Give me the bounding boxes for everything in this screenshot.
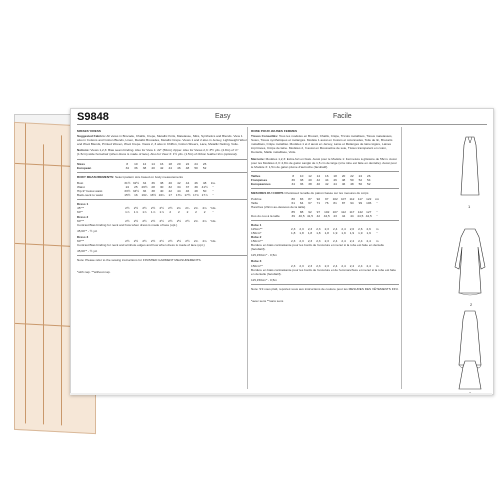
table-cell: 2: [186, 210, 189, 215]
table-cell: 2,3: [299, 239, 304, 244]
table-cell: 112: [349, 197, 355, 202]
table-cell: 2½: [142, 206, 147, 211]
table-cell: 39: [291, 213, 295, 218]
sheet-edge: [70, 393, 492, 395]
row-label: Hanches (23cm au-dessous de la taille): [251, 205, 306, 210]
table-cell: ": [212, 189, 214, 194]
table-cell: 17¼: [175, 193, 182, 198]
table-cell: 2,4: [332, 239, 338, 244]
table-cell: 2¾: [176, 206, 182, 211]
table-cell: 46: [185, 189, 190, 194]
table-cell: 36: [134, 165, 138, 170]
table-cell: 42: [168, 189, 172, 194]
table-cell: 81: [333, 201, 337, 206]
table-cell: 2: [195, 210, 197, 215]
notions-text: Views 1,2,3: Bias seam binding. Also for View 1: 22" (56cm) zipper. Also for Views 2,3: 3⅘ yds. (2.8m) of ⅝" (1.5cm) wide horsehair (when dress is made of lace). Also for View 3: 1½ yds. (1.5m) of ribbon feather trim (optional).: [77, 148, 239, 157]
table-cell: 2½: [168, 238, 173, 243]
table-cell: 34: [177, 184, 181, 189]
table-cell: 1,8: [291, 230, 296, 235]
table-cell: 44: [341, 213, 346, 218]
table-cell: 97: [316, 209, 321, 214]
table-cell: 16¾: [158, 193, 165, 198]
dress3-label: Dress 3: [77, 234, 89, 239]
table-cell: 44: [325, 177, 329, 182]
table-cell: 2½: [133, 238, 139, 243]
row-label: 60"**: [77, 218, 84, 223]
table-cell: 92: [316, 197, 321, 202]
table-cell: 42,5: [323, 213, 330, 218]
bordure2-text: Bordure en biais contrastante pour les bords de l'encolure et menul si la robe est faite en dentelle (facultatif).: [251, 243, 385, 252]
table-cell: 48: [185, 165, 190, 170]
table-row: [77, 193, 247, 197]
table-cell: 14: [151, 161, 155, 166]
table-cell: 40: [308, 177, 312, 182]
table-cell: 88: [299, 209, 304, 214]
table-cell: 25: [134, 184, 138, 189]
table-cell: 18: [333, 173, 337, 178]
table-cell: 2½: [159, 206, 164, 211]
table-cell: 40: [168, 180, 172, 185]
table-cell: 26: [366, 173, 371, 178]
table-cell: 2,3: [316, 226, 321, 231]
table-cell: 2,4: [349, 239, 355, 244]
francaises-row: Françaises 36 38 40 42 44 46 48 50 52 54: [251, 178, 399, 182]
table-cell: 30: [159, 184, 164, 189]
table-cell: 2½: [159, 238, 164, 243]
table-cell: 97: [325, 197, 329, 202]
table-cell: 20: [341, 173, 346, 178]
table-cell: 2,4: [349, 263, 355, 268]
table-cell: 17: [168, 193, 172, 198]
table-cell: 34: [142, 180, 147, 185]
table-cell: 10: [134, 161, 138, 166]
table-cell: 16: [134, 193, 138, 198]
column-divider: [247, 127, 248, 389]
table-cell: 33½: [124, 189, 131, 194]
contrast-text: Contrast Bias binding for neck and how when dress is made of lace (opt.): [77, 222, 178, 227]
table-cell: 94: [350, 201, 354, 206]
table-cell: 2¾: [202, 238, 207, 243]
robe3-label: Robe 3: [251, 259, 262, 264]
table-cell: 2,3: [324, 239, 329, 244]
table-cell: 2¾: [202, 206, 207, 211]
table-cell: 2,4: [358, 263, 363, 268]
table-cell: 28: [151, 184, 155, 189]
table-cell: 34½: [132, 189, 139, 194]
table-cell: 17¾: [193, 193, 200, 198]
note-en: Note: Please refer to the sewing instructions for FINISHED GARMENT MEASUREMENTS.: [77, 258, 202, 263]
table-cell: 92: [308, 209, 312, 214]
table-cell: 127: [366, 209, 372, 214]
table-cell: 2,4: [358, 239, 363, 244]
table-cell: 44: [177, 189, 181, 194]
table-cell: ": [212, 210, 214, 215]
table-cell: 44: [168, 165, 172, 170]
table-cell: 36: [291, 177, 295, 182]
row-label: 60"**: [77, 238, 84, 243]
dress2-label: Dress 2: [77, 214, 89, 219]
table-cell: cm: [375, 197, 380, 202]
column-divider: [401, 127, 402, 389]
table-cell: Yds.: [210, 218, 217, 223]
table-cell: 44,5: [357, 213, 364, 218]
table-cell: 32: [168, 184, 172, 189]
view-1-number: 1: [468, 204, 471, 209]
french-title: ROBE POUR JEUNES FEMMES: [251, 129, 298, 133]
table-cell: 2,3: [291, 226, 296, 231]
table-cell: 16¼: [141, 193, 148, 198]
table-cell: 42: [177, 180, 181, 185]
table-cell: 106: [366, 201, 372, 206]
table-cell: 1⅞: [133, 210, 139, 215]
table-cell: 2½: [133, 218, 139, 223]
table-cell: 12: [308, 173, 312, 178]
note-fr: Note: S'il vous plaît, reportez-vous aux instructions de couture pour les MESURES DES VÊTEMENTS FINI.: [251, 286, 399, 291]
table-cell: 102: [324, 209, 330, 214]
table-cell: 2½: [133, 206, 139, 211]
body-measurements-en: BODY MEASUREMENTS: Select pattern size based on body measurements: [77, 174, 183, 179]
table-cell: 46: [177, 165, 181, 170]
difficulty-french: Facile: [333, 113, 352, 120]
table-cell: 8: [292, 173, 295, 178]
table-cell: Yds.: [210, 238, 217, 243]
table-cell: 122: [357, 209, 363, 214]
table-cell: 17⅞: [201, 193, 208, 198]
tailles-row: Tailles 8 10 12 14 16 18 20 22 24 26: [251, 174, 399, 178]
table-cell: 20: [177, 161, 181, 166]
table-cell: 38: [159, 180, 164, 185]
table-cell: 2,3: [299, 263, 304, 268]
fabrics-text: All views in Brocade, Challis, Crepe, Metallic Knits, Matelasse, Silks, Synthetics and Blends. View 1 also in Cottons and Cotton Blends, Linen, Metallic Brocades, Metallic Crepe. Views 1 and 2 also in Jersey, Lightweight Wool and Wool Blends, Printed Woven, Wool Crepe. Views 2, 3 also in Chiffon, Cotton Sheers, Lace, Metallic Netting, Voile.: [77, 134, 247, 147]
notions-en: [77, 148, 247, 156]
fabrics-en: [77, 134, 247, 146]
table-cell: 1,9: [349, 230, 355, 235]
table-cell: 2½: [142, 218, 147, 223]
table-cell: 14: [316, 173, 321, 178]
table-cell: 52: [202, 165, 207, 170]
table-cell: 1⅞: [142, 210, 147, 215]
bordure2-value: 115,150cm* - 0,5m: [251, 253, 277, 258]
row-label: Bust: [77, 180, 84, 185]
table-cell: 2,6: [366, 226, 371, 231]
table-cell: Ins.: [210, 180, 216, 185]
table-cell: 40: [159, 189, 164, 194]
table-cell: 26½: [141, 184, 148, 189]
bordure3-value: 115,150cm* - 0,5m: [251, 277, 277, 282]
table-cell: ": [376, 201, 378, 206]
table-cell: 44: [185, 180, 190, 185]
table-cell: ": [376, 230, 378, 235]
difficulty-english: Easy: [215, 113, 231, 120]
row-label: 45"**: [77, 206, 84, 211]
table-cell: 36: [142, 189, 147, 194]
table-cell: 1,8: [324, 230, 329, 235]
table-cell: 48: [350, 182, 354, 187]
table-cell: 107: [340, 197, 347, 202]
table-cell: 10: [299, 173, 304, 178]
table-cell: 1,9: [341, 230, 346, 235]
table-cell: 18: [168, 161, 172, 166]
table-row: [251, 231, 399, 235]
table-cell: 2,3: [299, 226, 304, 231]
table-cell: 2½: [125, 238, 130, 243]
table-cell: 2¾: [193, 238, 199, 243]
table-cell: 2,4: [341, 226, 346, 231]
french-column: [251, 127, 399, 305]
table-cell: 54: [366, 177, 371, 182]
table-cell: 22: [185, 161, 190, 166]
table-cell: 2½: [125, 206, 130, 211]
table-cell: 2½: [168, 206, 173, 211]
table-cell: 31½: [124, 180, 131, 185]
table-cell: 24: [194, 161, 198, 166]
table-cell: 2: [169, 210, 172, 215]
table-cell: 48: [341, 177, 346, 182]
table-cell: 1,9: [366, 230, 371, 235]
row-label: 150cm**: [251, 263, 263, 268]
table-cell: 42: [159, 165, 164, 170]
table-cell: ": [376, 209, 378, 214]
table-cell: 40: [316, 182, 321, 187]
contrast3-value: 45,60"* - ½ yd.: [77, 249, 98, 254]
row-label: Waist: [77, 184, 85, 189]
notions-label: Notions:: [77, 148, 90, 153]
footnote-en: *with nap. **without nap.: [77, 270, 111, 275]
table-cell: 85: [291, 209, 295, 214]
table-cell: 102: [332, 197, 338, 202]
row-label: 60"*: [77, 210, 83, 215]
table-cell: 2,4: [341, 239, 346, 244]
table-cell: ": [212, 184, 214, 189]
table-cell: 42: [316, 177, 321, 182]
table-cell: m: [375, 263, 379, 268]
table-cell: 2½: [150, 206, 156, 211]
table-cell: 26: [202, 161, 207, 166]
europeennes-row: Européennes 34 36 38 40 42 44 46 48 50 52: [251, 182, 399, 186]
table-cell: 2,4: [366, 239, 371, 244]
table-cell: 24: [358, 173, 363, 178]
table-cell: 52: [366, 182, 371, 187]
table-cell: 1,8: [316, 230, 321, 235]
table-cell: 2,4: [332, 263, 338, 268]
table-cell: 2,3: [316, 263, 321, 268]
table-cell: 32½: [132, 180, 139, 185]
view-2-illustration: [453, 227, 487, 299]
table-cell: 1⅞: [125, 210, 130, 215]
table-cell: 2,3: [324, 263, 329, 268]
body-measurements-fr: MESURES DU CORPS Choisissez la taille du patron basée sur les mesures du corps: [251, 191, 369, 196]
table-cell: 83: [299, 197, 304, 202]
table-cell: 34: [125, 165, 130, 170]
pattern-envelope-back: [70, 108, 494, 395]
view-2-number: 2: [470, 302, 473, 307]
table-cell: 46: [333, 177, 337, 182]
table-cell: 16: [159, 161, 164, 166]
row-label: Taille: [251, 201, 259, 206]
table-cell: 2¾: [202, 218, 207, 223]
table-cell: 22: [350, 173, 354, 178]
table-cell: 80: [291, 197, 295, 202]
table-cell: 122: [366, 197, 372, 202]
table-cell: 24: [125, 184, 130, 189]
table-cell: 38: [142, 165, 147, 170]
european-row: European 34 36 38 40 42 44 46 48 50 52: [77, 166, 247, 170]
row-label: Hip-9" below waist: [77, 189, 103, 194]
robe1-label: Robe 1: [251, 222, 262, 227]
table-cell: 38: [308, 182, 312, 187]
footnote-fr: *avec sens **sans sens: [251, 299, 284, 303]
table-cell: 2½: [176, 218, 182, 223]
table-cell: 2,4: [341, 263, 346, 268]
table-cell: 2: [203, 210, 206, 215]
table-cell: 1,8: [299, 230, 304, 235]
table-cell: 50: [202, 189, 207, 194]
table-cell: Yds.: [210, 206, 217, 211]
table-cell: 2½: [185, 218, 190, 223]
table-cell: 76: [325, 201, 329, 206]
table-cell: 40: [151, 165, 155, 170]
table-cell: 67: [308, 201, 312, 206]
table-cell: 15½: [124, 193, 131, 198]
table-cell: 1⅞: [159, 210, 164, 215]
pattern-number: S9848: [77, 111, 109, 123]
table-cell: 1,8: [307, 230, 313, 235]
row-label: 150cm*: [251, 230, 262, 235]
table-cell: 2,3: [307, 226, 313, 231]
table-cell: 41½: [201, 184, 208, 189]
table-cell: 43: [333, 213, 337, 218]
table-cell: 2¾: [185, 206, 190, 211]
table-row: [251, 214, 399, 218]
view-3-back-illustration: [457, 359, 483, 393]
table-cell: 42: [325, 182, 329, 187]
table-cell: 44: [350, 213, 354, 218]
fabrics-fr: Tissus Conseillés: Tous les modèles en Brocart, Challis, Crêpe, Tricots métallisés, Tissus matelassés, Soies, Tissus synthétiques et mélangés. Modèle 1 aussi en Cotons et cotonnades, Toile de lin, Brocarts métallisés, Crêpe métallisé. Modèles 1 et 2 aussi en Jersey, Laine et Mélanges de laine légère, Laines imprimées, Crêpe de laine. Modèles 2, 3 aussi en Mousseline de soie, Tissus transparent en coton, Dentelle, Maille métallisée, Voile.: [251, 134, 393, 155]
view-1-illustration: [457, 135, 483, 201]
table-cell: 17½: [184, 193, 191, 198]
table-cell: 2,6: [358, 226, 363, 231]
contrast3-text: Contrast Bias binding for neck and armhole edges and how when dress is made of lace (opt.): [77, 243, 205, 248]
contrast-value: 45,60"* - ½ yd.: [77, 228, 98, 233]
sizes-row: Sizes 8 10 12 14 16 18 20 22 24 26: [77, 162, 247, 166]
table-cell: 46: [341, 182, 346, 187]
table-cell: m: [375, 239, 379, 244]
table-cell: 61: [291, 201, 295, 206]
table-cell: 48: [194, 189, 198, 194]
table-cell: 64: [299, 201, 304, 206]
table-cell: 44: [333, 182, 337, 187]
table-cell: 50: [350, 177, 354, 182]
table-cell: 16: [325, 173, 329, 178]
table-cell: 2,4: [332, 226, 338, 231]
envelope-header: [77, 112, 487, 125]
table-cell: 2½: [150, 218, 156, 223]
table-cell: 107: [332, 209, 338, 214]
table-cell: 2,3: [316, 239, 321, 244]
table-cell: 48: [202, 180, 207, 185]
notions-fr: Mercerie: Modèles 1,2,3: Extra-fort en biais. Aussi pour le Modèle 1: Fermeture à glissière de 56cm. Aussi pour les Modèles 2,3: 2,8m de galon sanglé de 1,5 cm de large (si la robe est faite en dentelle). Aussi pour le Modèle 3: 1,5m de galon plume d'autruche (facultatif).: [251, 156, 397, 169]
table-cell: 2,3: [307, 239, 313, 244]
table-cell: 87: [341, 201, 346, 206]
row-label: Back-neck to waist: [77, 193, 103, 198]
table-cell: m: [375, 226, 379, 231]
table-cell: 41,5: [306, 213, 313, 218]
table-cell: 2,4: [366, 263, 371, 268]
table-cell: 2¾: [193, 218, 199, 223]
table-cell: 112: [341, 209, 346, 214]
table-cell: 42: [316, 213, 321, 218]
row-label: Poitrine: [251, 197, 262, 202]
dress1-label: Dress 1: [77, 202, 89, 207]
table-cell: ": [376, 213, 378, 218]
table-cell: 46: [194, 180, 198, 185]
row-label: 150cm**: [251, 239, 263, 244]
table-cell: 2½: [159, 218, 164, 223]
table-cell: 2,3: [307, 263, 313, 268]
table-cell: 117: [349, 209, 355, 214]
row-label: Dos du cou à la taille: [251, 213, 280, 218]
mesures-table: [251, 197, 399, 217]
table-cell: 37: [185, 184, 190, 189]
bordure3-text: Bordure en biais contrastante pour les bords de l'encolure et de l'emmanchure et menul si la robe est faite en dentelle (facultatif).: [251, 267, 396, 276]
table-cell: 1,9: [332, 230, 338, 235]
table-cell: 16½: [150, 193, 157, 198]
table-cell: 2,3: [291, 239, 296, 244]
table-cell: 2½: [150, 238, 156, 243]
table-cell: 36: [151, 180, 155, 185]
table-cell: 87: [308, 197, 312, 202]
table-cell: 36: [299, 182, 304, 187]
table-cell: 2½: [142, 238, 147, 243]
table-cell: 34: [291, 182, 295, 187]
fabrics-label: Suggested Fabrics:: [77, 134, 106, 139]
table-cell: 2½: [176, 238, 182, 243]
table-cell: 1,9: [358, 230, 363, 235]
table-cell: 52: [358, 177, 363, 182]
table-cell: 117: [357, 197, 363, 202]
body-measurements-table: [77, 181, 247, 197]
table-cell: 2½: [125, 218, 130, 223]
robe1-table: [251, 227, 399, 235]
table-cell: 38: [151, 189, 155, 194]
table-cell: 2½: [185, 238, 190, 243]
table-cell: 50: [358, 182, 363, 187]
table-cell: 99: [358, 201, 363, 206]
table-cell: 2¾: [193, 206, 199, 211]
robe2-label: Robe 2: [251, 234, 262, 239]
table-cell: 2,3: [324, 226, 329, 231]
table-cell: 2½: [168, 218, 173, 223]
table-cell: 1⅞: [150, 210, 156, 215]
table-cell: 44,5: [365, 213, 372, 218]
row-label: 115cm**: [251, 226, 263, 231]
table-cell: 2,3: [291, 263, 296, 268]
table-cell: 39: [194, 184, 198, 189]
table-cell: 2: [177, 210, 180, 215]
table-cell: 12: [142, 161, 147, 166]
english-title: MISSES' DRESS: [77, 129, 101, 133]
table-cell: 38: [299, 177, 304, 182]
table-cell: 50: [194, 165, 198, 170]
english-column: [77, 127, 247, 276]
table-cell: 2,6: [349, 226, 355, 231]
table-cell: ": [212, 193, 214, 198]
dress1-table: [77, 206, 247, 214]
table-cell: 71: [316, 201, 321, 206]
table-cell: 8: [126, 161, 129, 166]
table-cell: 40,5: [298, 213, 305, 218]
